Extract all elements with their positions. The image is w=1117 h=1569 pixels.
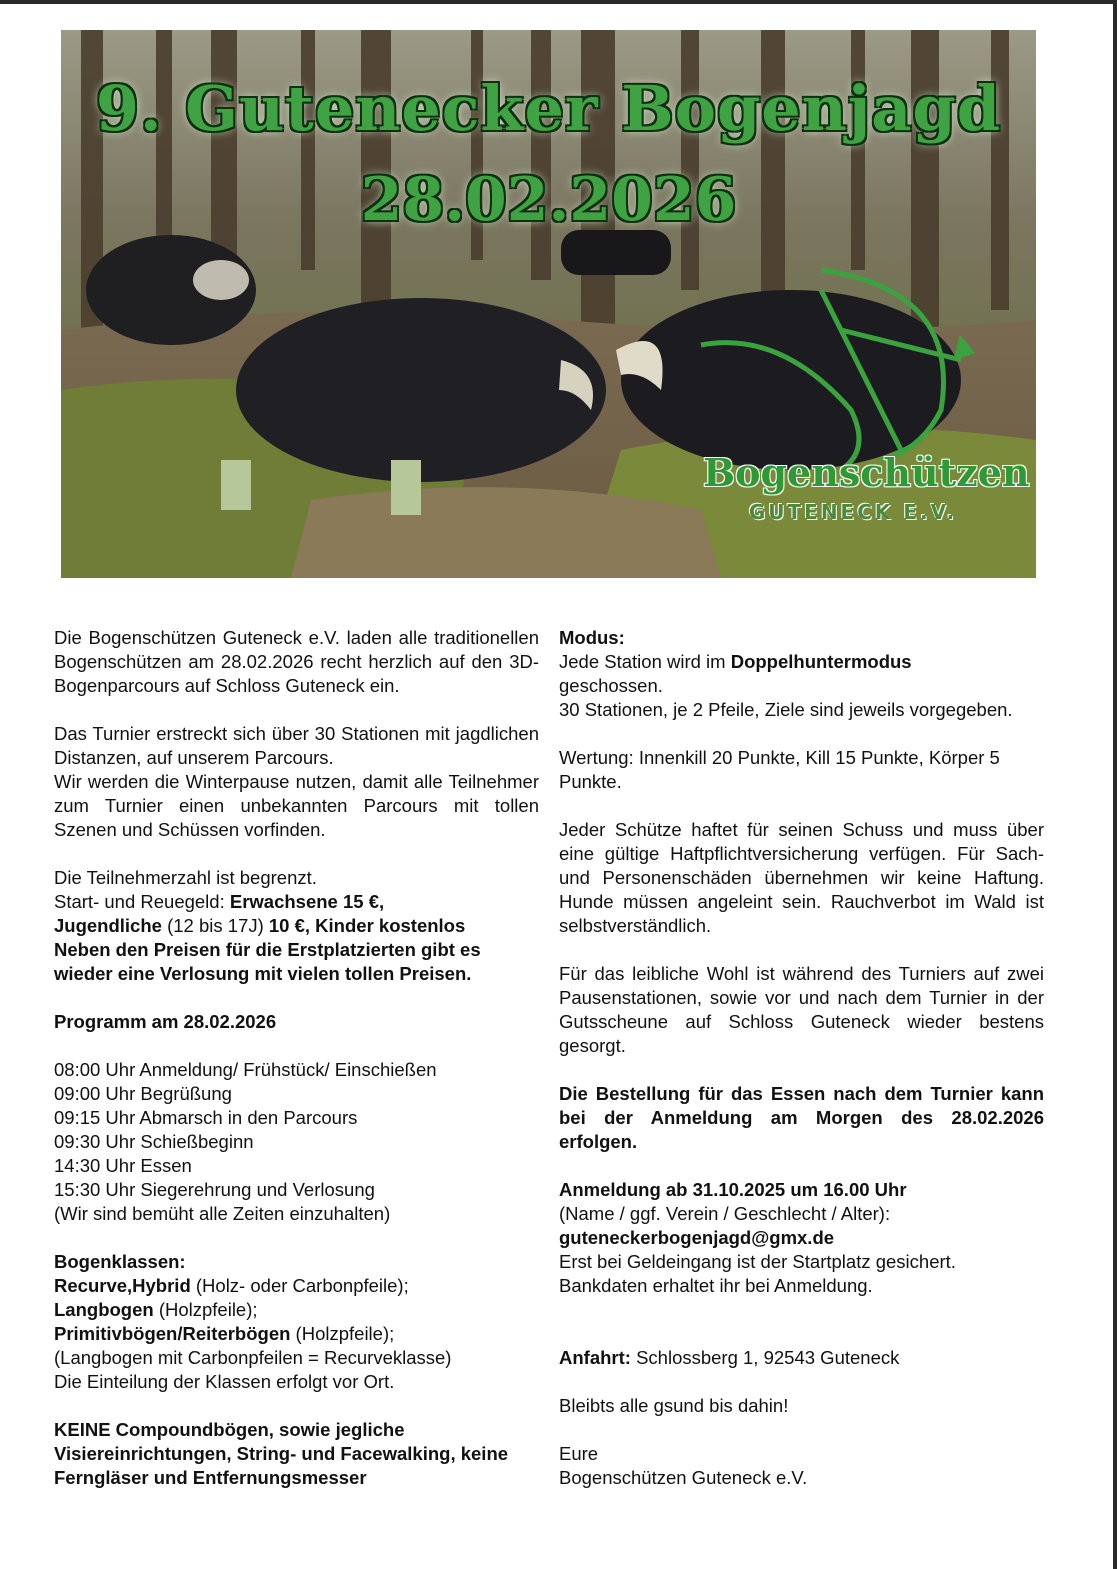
class-primitiv: Primitivbögen/Reiterbögen [54, 1323, 291, 1344]
class-langbogen-desc: (Holzpfeile); [153, 1299, 258, 1320]
fee-paragraph [54, 866, 539, 986]
modus-section [559, 626, 1044, 722]
program-item: 09:30 Uhr Schießbeginn [54, 1131, 254, 1152]
class-primitiv-desc: (Holzpfeile); [290, 1323, 395, 1344]
event-date: 28.02.2026 [360, 165, 737, 235]
forbidden-equipment: KEINE Compoundbögen, sowie jegliche Visiereinrichtungen, String- und Facewalking, keine Ferngläser und Entfernungsmesser [54, 1419, 509, 1488]
scoring-text: Wertung: Innenkill 20 Punkte, Kill 15 Punkte, Körper 5 Punkte. [559, 747, 1000, 792]
left-column [54, 626, 539, 1514]
registration-bank: Bankdaten erhaltet ihr bei Anmeldung. [559, 1275, 873, 1296]
fee-youth-age: (12 bis 17J) [161, 915, 269, 936]
hero-banner [61, 30, 1036, 578]
top-border [0, 0, 1117, 4]
club-logo-name: Bogenschützen [703, 450, 1030, 495]
registration-title: Anmeldung ab 31.10.2025 um 16.00 Uhr [559, 1179, 907, 1200]
program-item: 15:30 Uhr Siegerehrung und Verlosung [54, 1179, 375, 1200]
participant-limit: Die Teilnehmerzahl ist begrenzt. [54, 867, 317, 888]
program-item: (Wir sind bemüht alle Zeiten einzuhalten) [54, 1203, 391, 1224]
prizes-text: Neben den Preisen für die Erstplatzierten gibt es wieder eine Verlosung mit vielen tollen Preisen. [54, 939, 481, 984]
signature [559, 1442, 1044, 1490]
intro-paragraph: Die Bogenschützen Guteneck e.V. laden alle traditionellen Bogenschützen am 28.02.2026 recht herzlich auf den 3D-Bogenparcours auf Schloss Guteneck ein. [54, 627, 539, 696]
event-title: 9. Gutenecker Bogenjagd [95, 72, 1002, 145]
modus-stations: 30 Stationen, je 2 Pfeile, Ziele sind jeweils vorgegeben. [559, 699, 1013, 720]
fee-adult: Erwachsene 15 €, [229, 891, 385, 912]
program-title: Programm am 28.02.2026 [54, 1011, 277, 1032]
registration-payment: Erst bei Geldeingang ist der Startplatz gesichert. [559, 1251, 956, 1272]
classes-title: Bogenklassen: [54, 1251, 186, 1272]
modus-text-c: geschossen. [559, 675, 663, 696]
fee-label: Start- und Reuegeld: [54, 891, 230, 912]
address-line [559, 1346, 1044, 1370]
program-item: 09:15 Uhr Abmarsch in den Parcours [54, 1107, 358, 1128]
registration-section [559, 1178, 1044, 1298]
turnier-line-1: Das Turnier erstreckt sich über 30 Stationen mit jagdlichen Distanzen, auf unserem Parcours. [54, 723, 539, 768]
address-label: Anfahrt: [559, 1347, 631, 1368]
class-assignment: Die Einteilung der Klassen erfolgt vor Ort. [54, 1371, 395, 1392]
class-recurve-desc: (Holz- oder Carbonpfeile); [190, 1275, 409, 1296]
farewell-text: Bleibts alle gsund bis dahin! [559, 1395, 789, 1416]
fee-youth: Jugendliche [54, 915, 162, 936]
right-border [1113, 0, 1117, 1569]
signature-line-1: Eure [559, 1443, 599, 1464]
address-text: Schlossberg 1, 92543 Guteneck [630, 1347, 900, 1368]
food-order-text: Die Bestellung für das Essen nach dem Turnier kann bei der Anmeldung am Morgen des 28.02.2026 erfolgen. [559, 1083, 1044, 1152]
modus-doppelhunter: Doppelhuntermodus [730, 651, 912, 672]
program-item: 09:00 Uhr Begrüßung [54, 1083, 232, 1104]
class-recurve: Recurve,Hybrid [54, 1275, 191, 1296]
class-langbogen: Langbogen [54, 1299, 154, 1320]
program-item: 14:30 Uhr Essen [54, 1155, 192, 1176]
club-logo-subtitle: GUTENECK E.V. [748, 500, 958, 524]
classes-section [54, 1250, 539, 1394]
turnier-paragraph [54, 722, 539, 842]
modus-text-a: Jede Station wird im [559, 651, 731, 672]
right-column [559, 626, 1044, 1514]
food-text: Für das leibliche Wohl ist während des Turniers auf zwei Pausenstationen, sowie vor und nach dem Turnier in der Gutsscheune auf Schloss Guteneck wieder bestens gesorgt. [559, 963, 1044, 1056]
program-list [54, 1058, 539, 1226]
signature-line-2: Bogenschützen Guteneck e.V. [559, 1467, 808, 1488]
turnier-line-2: Wir werden die Winterpause nutzen, damit alle Teilnehmer zum Turnier einen unbekannten Parcours mit tollen Szenen und Schüssen vorfinden. [54, 771, 539, 840]
program-item: 08:00 Uhr Anmeldung/ Frühstück/ Einschießen [54, 1059, 437, 1080]
registration-fields: (Name / ggf. Verein / Geschlecht / Alter): [559, 1203, 891, 1224]
fee-youth-price: 10 €, Kinder kostenlos [268, 915, 466, 936]
liability-text: Jeder Schütze haftet für seinen Schuss und muss über eine gültige Haftpflichtversicherung verfügen. Für Sach- und Personenschäden übernehmen wir keine Haftung. Hunde müssen angeleint sein. Rauchverbot im Wald ist selbstverständlich. [559, 819, 1044, 936]
class-note: (Langbogen mit Carbonpfeilen = Recurveklasse) [54, 1347, 452, 1368]
modus-title: Modus: [559, 627, 625, 648]
registration-email[interactable]: guteneckerbogenjagd@gmx.de [559, 1227, 835, 1248]
